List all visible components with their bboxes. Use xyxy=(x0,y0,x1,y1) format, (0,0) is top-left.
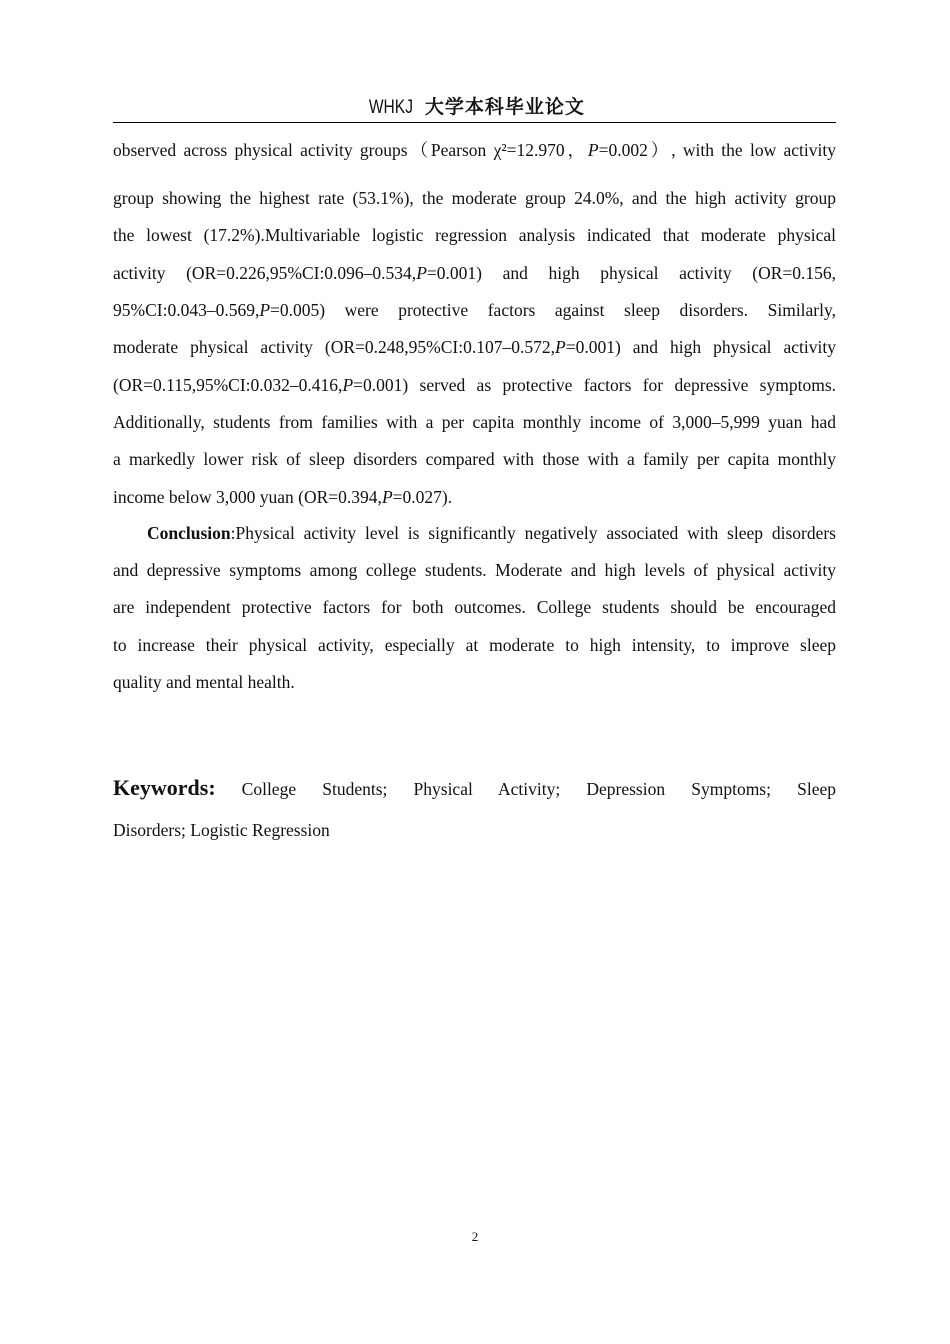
results-line-4: activity (OR=0.226,95%CI:0.096–0.534,P=0.001) and high physical activity (OR=0.156, xyxy=(113,263,837,283)
results-line-6: moderate physical activity (OR=0.248,95%CI:0.107–0.572,P=0.001) and high physical activity xyxy=(113,337,836,357)
results-line-1: observed across physical activity groups（Pearson χ²=12.970，P=0.002）, with the low activity xyxy=(113,140,836,160)
keywords-line-2: Disorders; Logistic Regression xyxy=(113,820,330,840)
conclusion-line-3: are independent protective factors for both outcomes. College students should be encouraged xyxy=(113,597,836,617)
header-title: 大学本科毕业论文 xyxy=(424,96,585,118)
results-line-9: a markedly lower risk of sleep disorders compared with those with a family per capita monthly xyxy=(113,449,836,469)
conclusion-line-2: and depressive symptoms among college students. Moderate and high levels of physical activity xyxy=(113,560,836,580)
conclusion-label: Conclusion xyxy=(147,523,231,543)
results-line-2: group showing the highest rate (53.1%), the moderate group 24.0%, and the high activity group xyxy=(113,188,836,208)
results-line-5: 95%CI:0.043–0.569,P=0.005) were protective factors against sleep disorders. Similarly, xyxy=(113,300,836,320)
keywords-line-1: Keywords: College Students; Physical Activity; Depression Symptoms; Sleep xyxy=(113,775,836,800)
keywords-label: Keywords: xyxy=(113,775,216,800)
page-number: 2 xyxy=(471,1229,479,1244)
conclusion-line-5: quality and mental health. xyxy=(113,672,295,692)
results-line-7: (OR=0.115,95%CI:0.032–0.416,P=0.001) served as protective factors for depressive symptoms. xyxy=(113,375,836,395)
results-line-10: income below 3,000 yuan (OR=0.394,P=0.027). xyxy=(113,487,453,507)
header-latin: WHKJ xyxy=(368,97,414,118)
results-line-3: the lowest (17.2%).Multivariable logistic regression analysis indicated that moderate physical xyxy=(113,225,836,245)
conclusion-line-4: to increase their physical activity, especially at moderate to high intensity, to improve sleep xyxy=(113,635,836,655)
results-line-8: Additionally, students from families with a per capita monthly income of 3,000–5,999 yuan had xyxy=(113,412,836,432)
running-header xyxy=(113,94,836,123)
conclusion-line-1: Conclusion:Physical activity level is significantly negatively associated with sleep disorders xyxy=(147,523,836,543)
